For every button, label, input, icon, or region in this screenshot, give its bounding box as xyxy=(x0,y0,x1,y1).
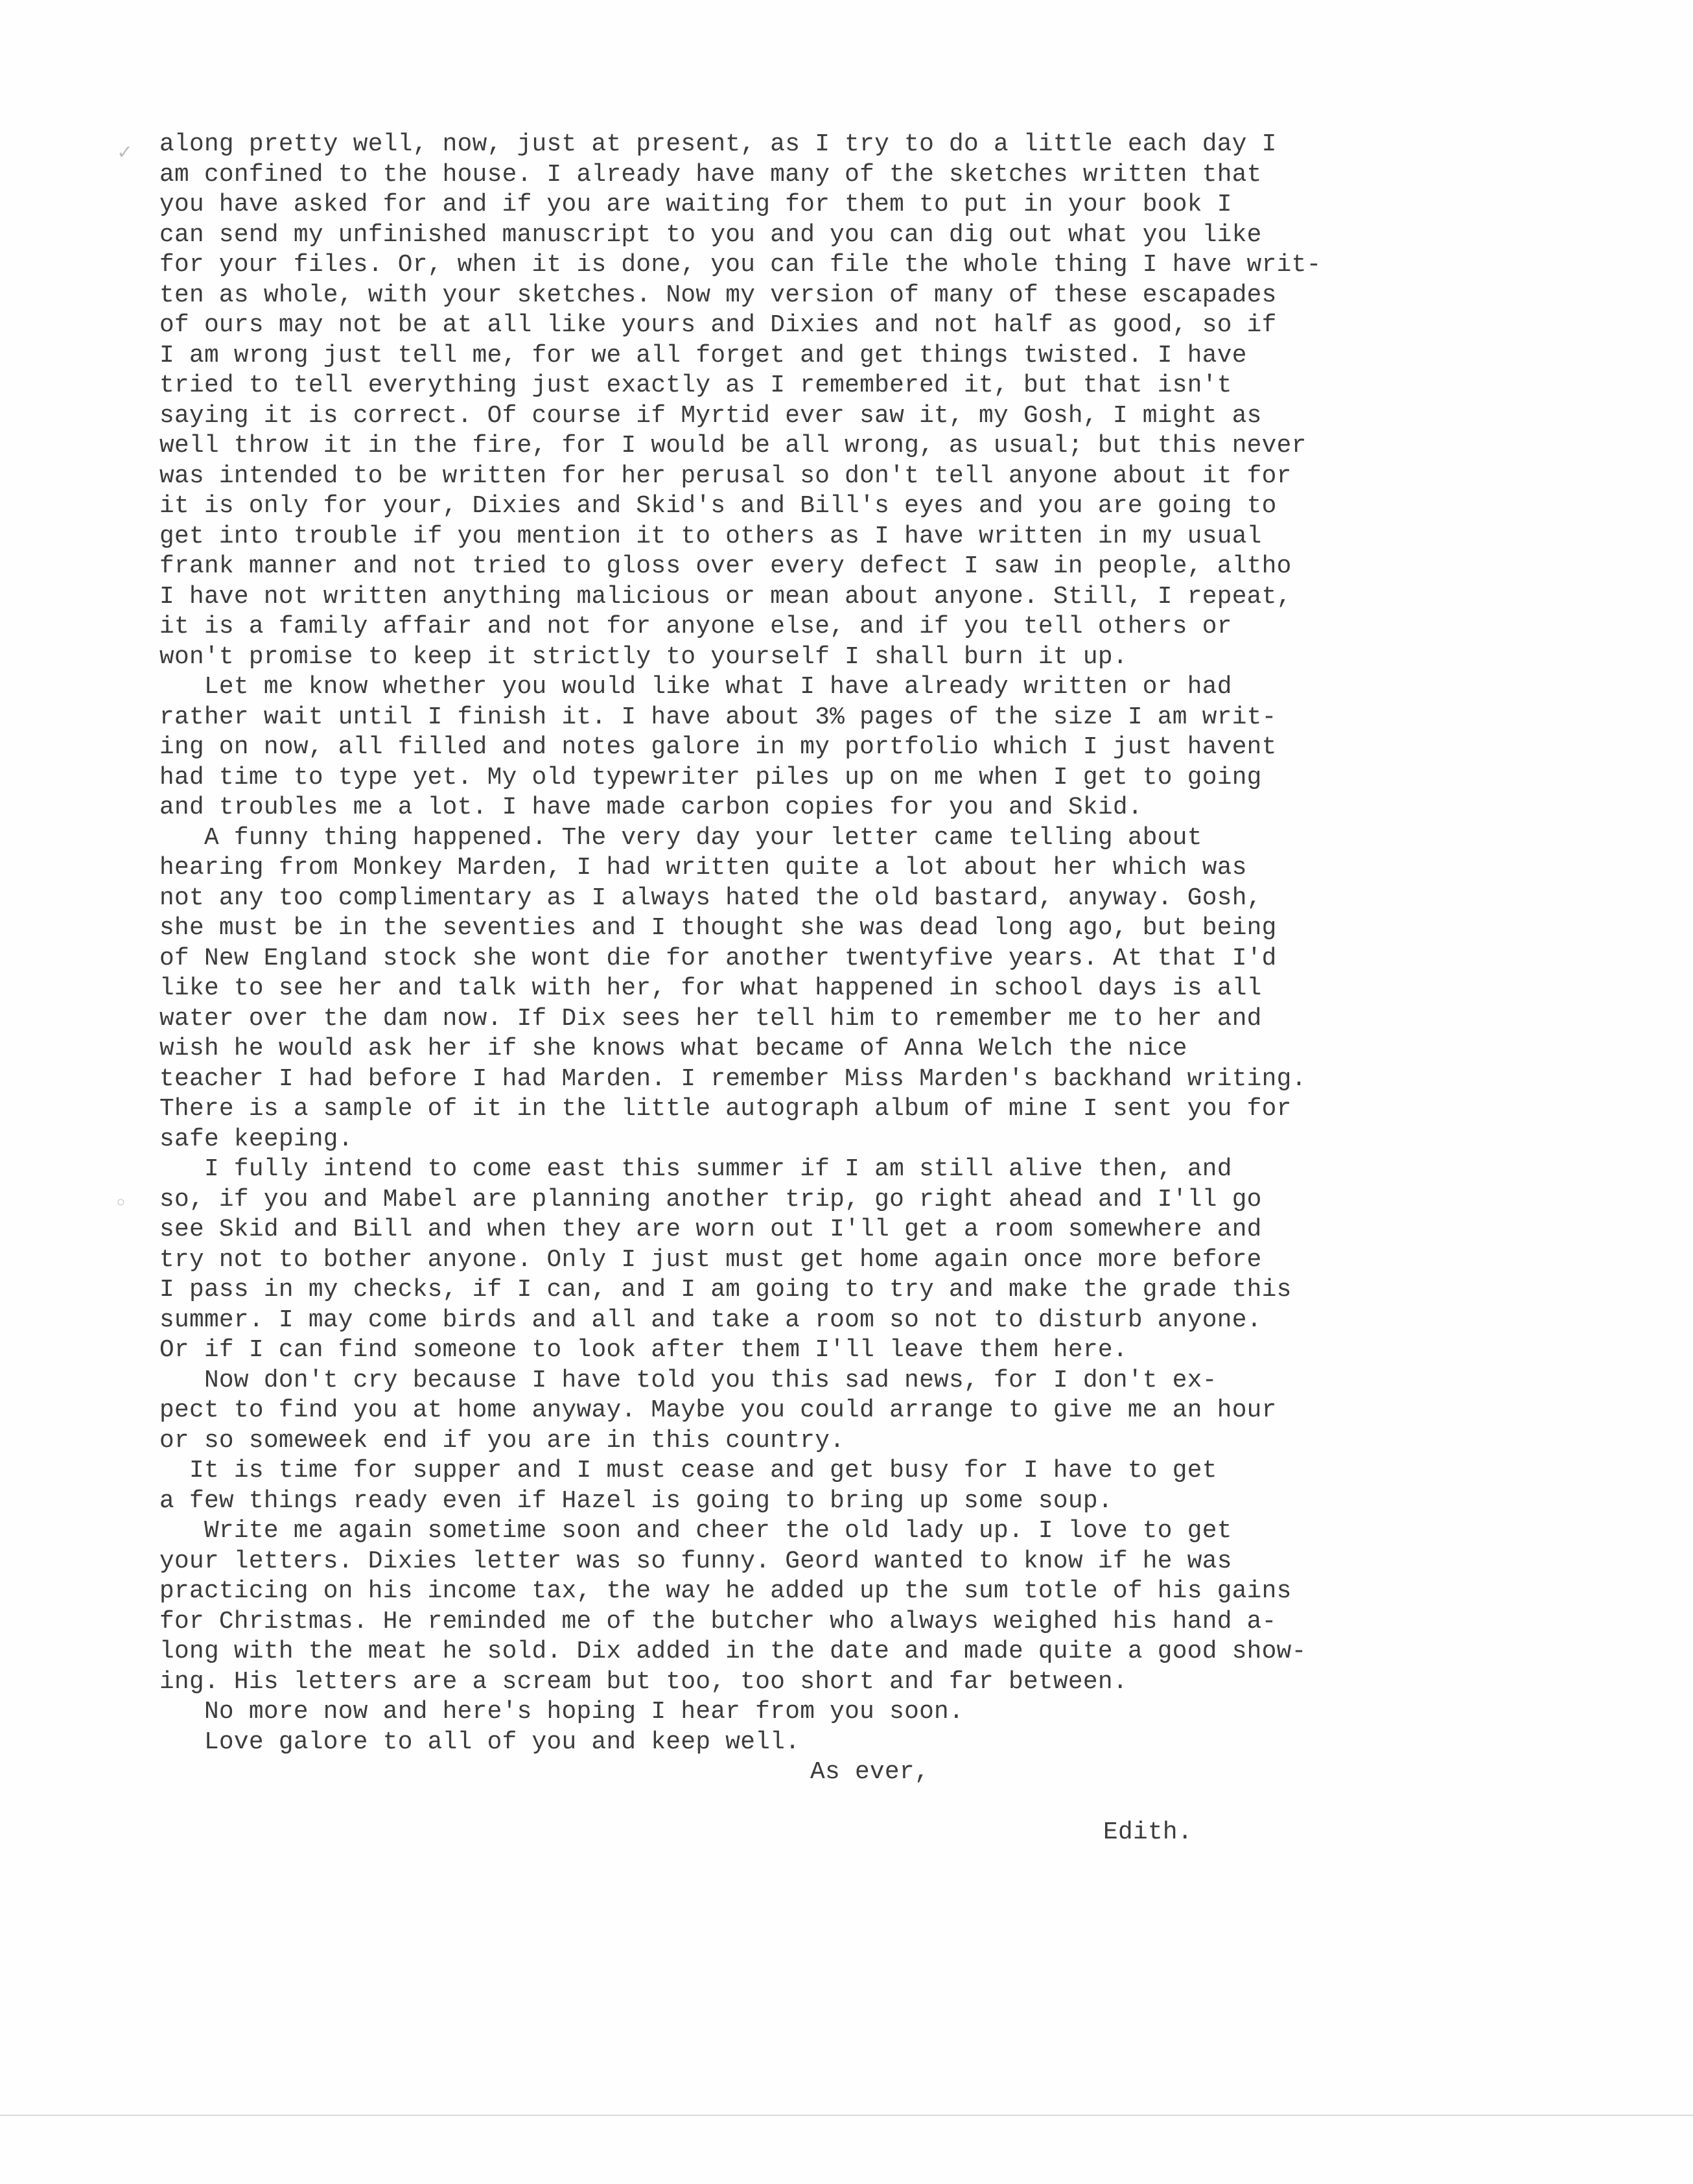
letter-line: A funny thing happened. The very day your letter came telling about xyxy=(159,824,1202,852)
letter-line: There is a sample of it in the little autograph album of mine I sent you for xyxy=(159,1096,1292,1123)
letter-line: ten as whole, with your sketches. Now my version of many of these escapades xyxy=(159,281,1277,309)
letter-line: hearing from Monkey Marden, I had written quite a lot about her which was xyxy=(159,854,1247,882)
spacer xyxy=(159,1788,1598,1818)
letter-line: or so someweek end if you are in this country. xyxy=(159,1427,845,1455)
letter-line: she must be in the seventies and I thought she was dead long ago, but being xyxy=(159,915,1277,942)
margin-check-mark: ✓ xyxy=(118,139,132,165)
letter-line: I pass in my checks, if I can, and I am going to try and make the grade this xyxy=(159,1276,1292,1304)
letter-closing: As ever, xyxy=(810,1759,929,1786)
letter-body xyxy=(159,130,1598,1848)
letter-line: I have not written anything malicious or mean about anyone. Still, I repeat, xyxy=(159,583,1292,611)
letter-line: a few things ready even if Hazel is going to bring up some soup. xyxy=(159,1487,1113,1515)
letter-line: try not to bother anyone. Only I just must get home again once more before xyxy=(159,1246,1262,1274)
letter-line: tried to tell everything just exactly as I remembered it, but that isn't xyxy=(159,372,1232,399)
letter-line: get into trouble if you mention it to others as I have written in my usual xyxy=(159,523,1262,550)
letter-line: pect to find you at home anyway. Maybe you could arrange to give me an hour xyxy=(159,1397,1277,1424)
letter-line: of New England stock she wont die for another twentyfive years. At that I'd xyxy=(159,945,1277,972)
margin-punch-mark: ◦ xyxy=(114,1190,128,1216)
letter-line: Or if I can find someone to look after them I'll leave them here. xyxy=(159,1337,1128,1364)
letter-line: water over the dam now. If Dix sees her tell him to remember me to her and xyxy=(159,1005,1262,1033)
letter-line: your letters. Dixies letter was so funny. Geord wanted to know if he was xyxy=(159,1547,1232,1575)
letter-line: frank manner and not tried to gloss over every defect I saw in people, altho xyxy=(159,553,1292,580)
letter-line: I fully intend to come east this summer if I am still alive then, and xyxy=(159,1156,1232,1183)
letter-line: Now don't cry because I have told you this sad news, for I don't ex- xyxy=(159,1367,1217,1394)
letter-signature: Edith. xyxy=(1103,1819,1193,1846)
letter-line: am confined to the house. I already have many of the sketches written that xyxy=(159,161,1262,189)
letter-line: along pretty well, now, just at present, as I try to do a little each day I xyxy=(159,131,1277,158)
letter-line: safe keeping. xyxy=(159,1125,353,1153)
letter-line: for Christmas. He reminded me of the butcher who always weighed his hand a- xyxy=(159,1608,1277,1636)
letter-line: not any too complimentary as I always hated the old bastard, anyway. Gosh, xyxy=(159,884,1262,912)
letter-line: see Skid and Bill and when they are worn out I'll get a room somewhere and xyxy=(159,1216,1262,1243)
letter-line: wish he would ask her if she knows what became of Anna Welch the nice xyxy=(159,1035,1187,1063)
letter-line: Write me again sometime soon and cheer the old lady up. I love to get xyxy=(159,1518,1232,1545)
letter-line: ing. His letters are a scream but too, too short and far between. xyxy=(159,1668,1128,1696)
letter-line: ing on now, all filled and notes galore in my portfolio which I just havent xyxy=(159,734,1277,761)
letter-line: rather wait until I finish it. I have about 3% pages of the size I am writ- xyxy=(159,703,1277,731)
letter-line: Love galore to all of you and keep well. xyxy=(159,1728,800,1756)
letter-line: Let me know whether you would like what I have already written or had xyxy=(159,674,1232,701)
letter-line: and troubles me a lot. I have made carbon copies for you and Skid. xyxy=(159,794,1143,821)
letter-line: teacher I had before I had Marden. I remember Miss Marden's backhand writing. xyxy=(159,1065,1307,1093)
letter-line: can send my unfinished manuscript to you and you can dig out what you like xyxy=(159,221,1262,249)
letter-line: it is only for your, Dixies and Skid's and Bill's eyes and you are going to xyxy=(159,493,1277,520)
letter-line: for your files. Or, when it is done, you can file the whole thing I have writ- xyxy=(159,252,1322,279)
letter-line: like to see her and talk with her, for what happened in school days is all xyxy=(159,975,1262,1002)
letter-line: practicing on his income tax, the way he added up the sum totle of his gains xyxy=(159,1578,1292,1605)
letter-line: it is a family affair and not for anyone else, and if you tell others or xyxy=(159,613,1232,640)
sheet-bottom-edge xyxy=(0,2115,1693,2116)
letter-line: of ours may not be at all like yours and Dixies and not half as good, so if xyxy=(159,312,1277,339)
letter-line: It is time for supper and I must cease and get busy for I have to get xyxy=(159,1457,1217,1485)
letter-line: long with the meat he sold. Dix added in the date and made quite a good show- xyxy=(159,1638,1307,1665)
letter-line: had time to type yet. My old typewriter piles up on me when I get to going xyxy=(159,764,1262,792)
letter-line: won't promise to keep it strictly to yourself I shall burn it up. xyxy=(159,643,1128,671)
letter-line: summer. I may come birds and all and take a room so not to disturb anyone. xyxy=(159,1306,1262,1334)
letter-line: so, if you and Mabel are planning another trip, go right ahead and I'll go xyxy=(159,1186,1262,1214)
letter-line: saying it is correct. Of course if Myrtid ever saw it, my Gosh, I might as xyxy=(159,402,1262,430)
letter-line: No more now and here's hoping I hear from you soon. xyxy=(159,1698,964,1726)
letter-line: you have asked for and if you are waiting for them to put in your book I xyxy=(159,191,1232,218)
letter-line: well throw it in the fire, for I would be all wrong, as usual; but this never xyxy=(159,432,1307,460)
letter-line: I am wrong just tell me, for we all forget and get things twisted. I have xyxy=(159,342,1247,370)
letter-line: was intended to be written for her perusal so don't tell anyone about it for xyxy=(159,462,1292,490)
